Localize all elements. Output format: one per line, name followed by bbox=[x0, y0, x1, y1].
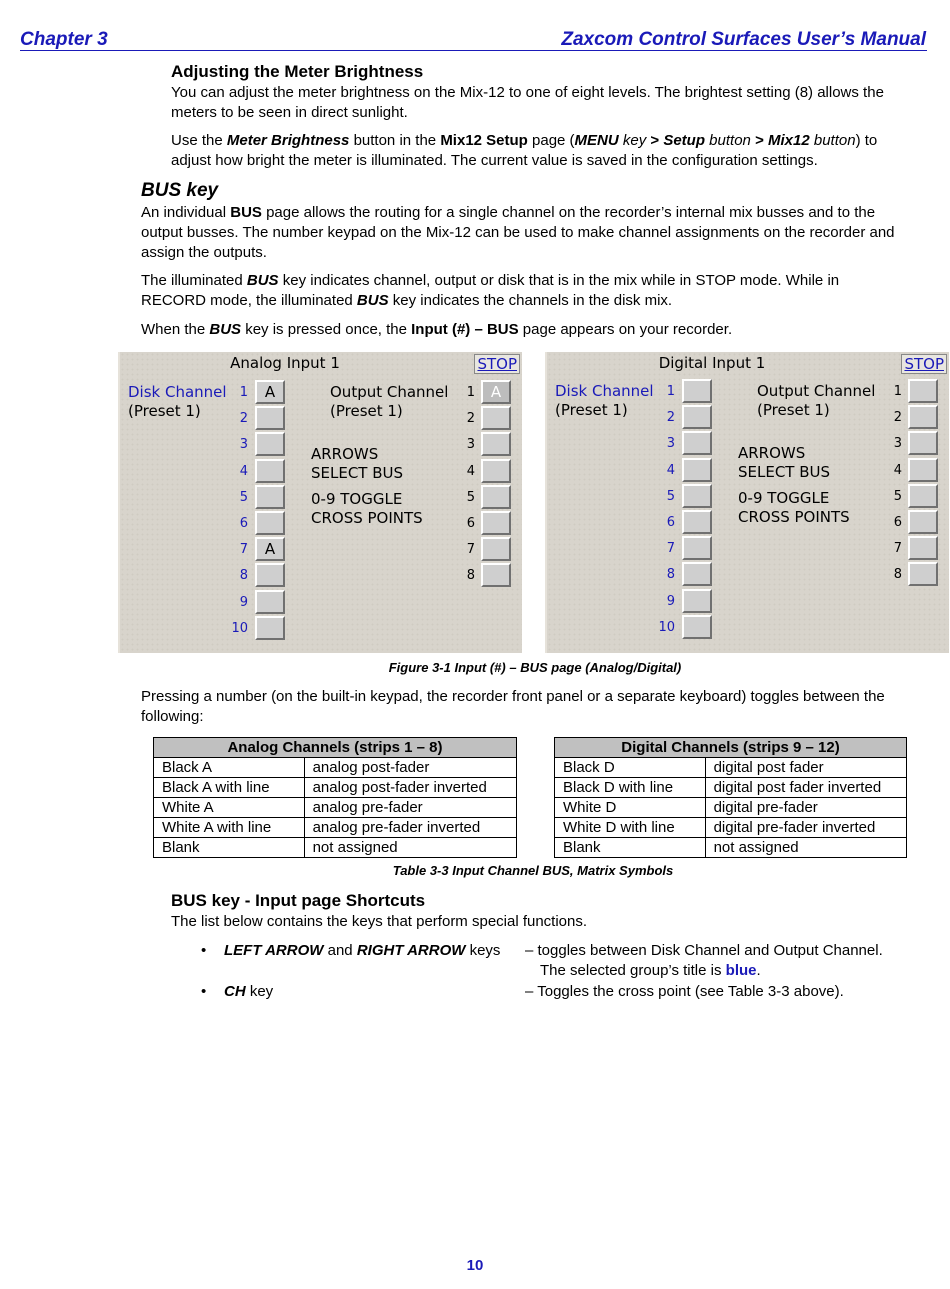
disk-channel-button[interactable] bbox=[682, 562, 712, 586]
disk-channel-button[interactable] bbox=[682, 379, 712, 403]
paragraph-pressing: Pressing a number (on the built-in keypad, the recorder front panel or a separate keyboard) toggles between the following: bbox=[141, 688, 885, 725]
shortcut-arrows-desc: – toggles between Disk Channel and Output Channel. bbox=[525, 942, 883, 959]
disk-channel-button[interactable] bbox=[255, 406, 285, 430]
arrows-hint: ARROWS bbox=[738, 444, 806, 462]
chapter-label: Chapter 3 bbox=[20, 29, 108, 50]
digital-table-header: Digital Channels (strips 9 – 12) bbox=[555, 738, 907, 758]
disk-channel-button[interactable] bbox=[682, 458, 712, 482]
disk-channel-number: 5 bbox=[666, 488, 675, 504]
paragraph-bus-1: An individual BUS page allows the routing for a single channel on the recorder’s internal mix busses and to the output busses. The number keypad on the Mix-12 can be used to make channel assignments on the recorder and assign the outputs. bbox=[141, 204, 895, 261]
table-row bbox=[154, 758, 517, 778]
meaning-cell: digital post fader bbox=[705, 758, 906, 778]
shortcuts-intro: The list below contains the keys that perform special functions. bbox=[171, 913, 588, 930]
output-channel-button[interactable] bbox=[481, 537, 511, 561]
disk-channel-number: 10 bbox=[231, 620, 248, 636]
header-rule bbox=[20, 50, 927, 51]
output-channel-number: 1 bbox=[466, 385, 475, 400]
paragraph-meter-1: You can adjust the meter brightness on the Mix-12 to one of eight levels. The brightest setting (8) allows the meters to be seen in direct sunlight. bbox=[171, 84, 884, 121]
disk-channel-number: 10 bbox=[658, 619, 675, 635]
output-channel-number: 3 bbox=[466, 437, 475, 453]
output-channel-button[interactable] bbox=[908, 379, 938, 403]
page-number: 10 bbox=[466, 1257, 484, 1274]
disk-channel-button[interactable]: A bbox=[255, 380, 285, 404]
table-row bbox=[154, 818, 517, 838]
paragraph-meter-2: Use the Meter Brightness button in the Mix12 Setup page (MENU key > Setup button > Mix12 button) to adjust how bright the meter is illuminated. The current value is saved in the configuration settings. bbox=[171, 132, 878, 169]
stop-button[interactable]: STOP bbox=[474, 354, 520, 374]
shortcut-ch-key: CH key bbox=[224, 983, 274, 1000]
paragraph-bus-2: The illuminated BUS key indicates channel, output or disk that is in the mix while in STOP mode. While in RECORD mode, the illuminated BUS key indicates the channels in the disk mix. bbox=[141, 272, 840, 309]
disk-channel-number: 4 bbox=[239, 463, 248, 479]
figure-caption: Figure 3-1 Input (#) – BUS page (Analog/Digital) bbox=[388, 660, 682, 675]
table-row bbox=[154, 778, 517, 798]
disk-channel-number: 7 bbox=[666, 541, 675, 557]
analog-table-header: Analog Channels (strips 1 – 8) bbox=[154, 738, 517, 758]
symbol-cell: Black A with line bbox=[154, 778, 305, 798]
table-row bbox=[154, 798, 517, 818]
toggle-hint: 0-9 TOGGLE bbox=[738, 489, 830, 507]
cross-points-hint: CROSS POINTS bbox=[311, 509, 423, 527]
output-channel-button[interactable] bbox=[481, 563, 511, 587]
disk-channel-button[interactable] bbox=[682, 405, 712, 429]
disk-channel-button[interactable]: A bbox=[255, 537, 285, 561]
analog-channels-table bbox=[153, 737, 517, 858]
disk-channel-button[interactable] bbox=[682, 431, 712, 455]
output-channel-number: 8 bbox=[466, 568, 475, 584]
output-channel-button[interactable] bbox=[908, 510, 938, 534]
bullet-icon: • bbox=[201, 942, 207, 959]
output-channel-button[interactable] bbox=[908, 458, 938, 482]
shortcut-arrows-keys: LEFT ARROW and RIGHT ARROW keys bbox=[224, 942, 501, 959]
symbol-cell: Blank bbox=[154, 838, 305, 858]
output-channel-number: 2 bbox=[893, 410, 902, 426]
meaning-cell: digital post fader inverted bbox=[705, 778, 906, 798]
disk-channel-button[interactable] bbox=[682, 510, 712, 534]
disk-channel-number: 2 bbox=[666, 410, 675, 426]
disk-channel-number: 3 bbox=[239, 437, 248, 453]
disk-channel-button[interactable] bbox=[255, 563, 285, 587]
disk-channel-button[interactable] bbox=[255, 616, 285, 640]
disk-channel-number: 5 bbox=[239, 489, 248, 505]
disk-channel-number: 6 bbox=[239, 516, 248, 531]
table-row bbox=[555, 838, 907, 858]
output-preset-label: (Preset 1) bbox=[757, 401, 830, 419]
disk-channel-number: 9 bbox=[666, 593, 675, 609]
disk-channel-label: Disk Channel bbox=[128, 383, 227, 401]
meaning-cell: digital pre-fader inverted bbox=[705, 818, 906, 838]
symbol-cell: White A with line bbox=[154, 818, 305, 838]
output-channel-button[interactable] bbox=[908, 431, 938, 455]
output-channel-button[interactable] bbox=[908, 562, 938, 586]
symbol-cell: Black A bbox=[154, 758, 305, 778]
disk-channel-number: 1 bbox=[666, 384, 675, 399]
output-channel-button[interactable] bbox=[481, 459, 511, 483]
output-channel-number: 7 bbox=[893, 541, 902, 557]
disk-channel-number: 7 bbox=[239, 542, 248, 558]
output-channel-number: 5 bbox=[466, 489, 475, 505]
paragraph-bus-3: When the BUS key is pressed once, the Input (#) – BUS page appears on your recorder. bbox=[141, 321, 733, 338]
symbol-cell: White D bbox=[555, 798, 706, 818]
disk-channel-number: 2 bbox=[239, 411, 248, 427]
output-channel-number: 1 bbox=[893, 384, 902, 399]
disk-channel-button[interactable] bbox=[682, 536, 712, 560]
meaning-cell: not assigned bbox=[705, 838, 906, 858]
output-channel-button[interactable] bbox=[481, 406, 511, 430]
manual-title: Zaxcom Control Surfaces User’s Manual bbox=[561, 29, 926, 50]
disk-channel-button[interactable] bbox=[255, 432, 285, 456]
disk-channel-button[interactable] bbox=[255, 485, 285, 509]
section-title-bus-key: BUS key bbox=[141, 180, 219, 201]
output-channel-number: 3 bbox=[893, 436, 902, 452]
disk-channel-number: 8 bbox=[239, 568, 248, 584]
cross-points-hint: CROSS POINTS bbox=[738, 508, 850, 526]
shortcut-ch-desc: – Toggles the cross point (see Table 3-3 above). bbox=[525, 983, 844, 1000]
select-bus-hint: SELECT BUS bbox=[738, 463, 831, 481]
disk-channel-number: 3 bbox=[666, 436, 675, 452]
digital-channels-table bbox=[554, 737, 907, 858]
output-channel-button[interactable] bbox=[908, 536, 938, 560]
table-caption: Table 3-3 Input Channel BUS, Matrix Symbols bbox=[392, 863, 674, 878]
stop-button[interactable]: STOP bbox=[901, 354, 947, 374]
arrows-hint: ARROWS bbox=[311, 445, 379, 463]
disk-channel-button[interactable] bbox=[682, 484, 712, 508]
meaning-cell: analog pre-fader inverted bbox=[304, 818, 516, 838]
disk-channel-number: 8 bbox=[666, 567, 675, 583]
disk-channel-number: 6 bbox=[666, 515, 675, 530]
disk-preset-label: (Preset 1) bbox=[128, 402, 201, 420]
disk-channel-button[interactable] bbox=[682, 589, 712, 613]
disk-channel-button[interactable] bbox=[255, 459, 285, 483]
shortcut-arrows-desc2: The selected group’s title is blue. bbox=[540, 962, 761, 979]
output-channel-label: Output Channel bbox=[757, 382, 876, 400]
output-channel-button[interactable] bbox=[481, 511, 511, 535]
output-channel-button[interactable]: A bbox=[481, 380, 511, 404]
disk-channel-button[interactable] bbox=[255, 511, 285, 535]
output-channel-number: 8 bbox=[893, 567, 902, 583]
output-channel-number: 7 bbox=[466, 542, 475, 558]
output-channel-button[interactable] bbox=[481, 485, 511, 509]
disk-channel-button[interactable] bbox=[255, 590, 285, 614]
symbol-cell: Black D with line bbox=[555, 778, 706, 798]
digital-input-screen bbox=[545, 352, 949, 653]
symbol-cell: Black D bbox=[555, 758, 706, 778]
output-channel-number: 4 bbox=[466, 463, 475, 479]
toggle-hint: 0-9 TOGGLE bbox=[311, 490, 403, 508]
section-title-shortcuts: BUS key - Input page Shortcuts bbox=[171, 891, 426, 910]
symbol-cell: White D with line bbox=[555, 818, 706, 838]
table-row bbox=[555, 818, 907, 838]
analog-panel-title: Analog Input 1 bbox=[230, 354, 340, 372]
disk-channel-button[interactable] bbox=[682, 615, 712, 639]
table-row bbox=[555, 778, 907, 798]
meaning-cell: digital pre-fader bbox=[705, 798, 906, 818]
disk-channel-number: 4 bbox=[666, 462, 675, 478]
table-row bbox=[555, 758, 907, 778]
disk-channel-label: Disk Channel bbox=[555, 382, 654, 400]
output-channel-label: Output Channel bbox=[330, 383, 449, 401]
symbol-cell: Blank bbox=[555, 838, 706, 858]
output-channel-number: 6 bbox=[893, 515, 902, 530]
analog-input-screen bbox=[118, 352, 522, 653]
select-bus-hint: SELECT BUS bbox=[311, 464, 404, 482]
output-channel-button[interactable] bbox=[908, 484, 938, 508]
disk-channel-number: 1 bbox=[239, 385, 248, 400]
digital-panel-title: Digital Input 1 bbox=[658, 354, 766, 372]
symbol-cell: White A bbox=[154, 798, 305, 818]
meaning-cell: analog post-fader bbox=[304, 758, 516, 778]
bullet-icon: • bbox=[201, 983, 207, 1000]
meaning-cell: not assigned bbox=[304, 838, 516, 858]
output-channel-button[interactable] bbox=[908, 405, 938, 429]
output-channel-number: 4 bbox=[893, 462, 902, 478]
table-row bbox=[555, 798, 907, 818]
table-row bbox=[154, 838, 517, 858]
disk-channel-number: 9 bbox=[239, 594, 248, 610]
meaning-cell: analog pre-fader bbox=[304, 798, 516, 818]
disk-preset-label: (Preset 1) bbox=[555, 401, 628, 419]
section-title-meter-brightness: Adjusting the Meter Brightness bbox=[171, 62, 424, 81]
output-channel-number: 5 bbox=[893, 488, 902, 504]
output-preset-label: (Preset 1) bbox=[330, 402, 403, 420]
meaning-cell: analog post-fader inverted bbox=[304, 778, 516, 798]
output-channel-number: 2 bbox=[466, 411, 475, 427]
output-channel-number: 6 bbox=[466, 516, 475, 531]
output-channel-button[interactable] bbox=[481, 432, 511, 456]
